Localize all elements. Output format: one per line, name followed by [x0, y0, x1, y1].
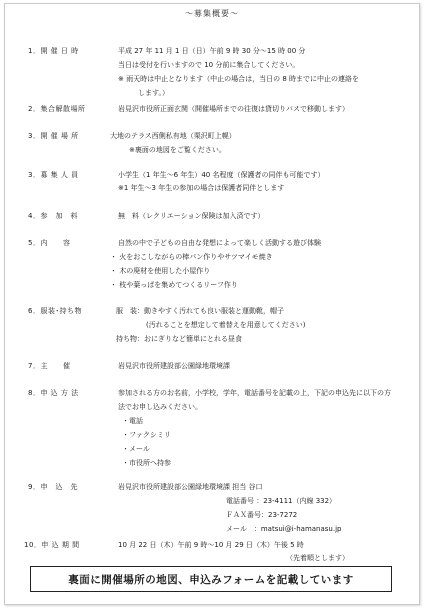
section-label-clothing: 6．服装･持ち物 — [28, 307, 82, 315]
section-label-meeting-place: 2．集合解散場所 — [28, 105, 86, 113]
clothing-text: 服 装：動きやすく汚れても良い服装と運動靴，帽子 — [116, 307, 284, 315]
section-label-application-period: 10．申 込 期 間 — [24, 541, 80, 549]
application-method-text-cont: 法でお申し込みください。 — [118, 403, 202, 411]
method-item: ・市役所へ持参 — [122, 459, 171, 467]
clothing-note: (汚れることを想定して着替えを用意してください) — [146, 321, 306, 329]
section-label-organizer: 7．主 催 — [28, 362, 71, 370]
schedule-rain-note: ※ 雨天時は中止となります（中止の場合は，当日の 8 時までに中止の連絡を — [118, 75, 359, 83]
method-item: ・電話 — [122, 417, 143, 425]
capacity-text: 小学生（1 年生～6 年生）40 名程度（保護者の同伴も可能です） — [118, 171, 325, 179]
contents-item: ・ 枝や葉っぱを集めてつくるリーフ作り — [110, 281, 238, 289]
section-label-capacity: 3．募 集 人 員 — [28, 171, 79, 179]
application-period-text: 10 月 22 日（木）午前 9 時～10 月 29 日（木）午後 5 時 — [118, 541, 304, 549]
section-label-application-method: 8．申 込 方 法 — [28, 389, 79, 397]
contents-item: ・ 木の廃材を使用した小屋作り — [110, 267, 211, 275]
section-label-venue: 3．開 催 場 所 — [28, 132, 79, 140]
document-page — [4, 3, 420, 605]
contact-phone: 電話番号 ：23-4111（内線 332） — [226, 497, 337, 505]
schedule-rain-note-cont: します。） — [138, 89, 169, 97]
footer-notice-box — [30, 566, 392, 592]
meeting-place-text: 岩見沢市役所正面玄関（開催場所までの往復は貸切りバスで移動します） — [118, 105, 349, 113]
section-label-contents: 5．内 容 — [28, 239, 71, 247]
section-label-fee: 4．参 加 料 — [28, 212, 78, 220]
contents-intro: 自然の中で子どもの自由な発想によって楽しく活動する遊び体験 — [118, 239, 321, 247]
capacity-note: ※1 年生～3 年生の参加の場合は保護者同伴とします — [118, 184, 285, 192]
section-label-schedule: 1．開 催 日 時 — [28, 47, 79, 55]
schedule-date: 平成 27 年 11 月 1 日（日）午前 9 時 30 分～15 時 00 分 — [118, 47, 306, 55]
page-title: ～募集概要～ — [185, 9, 239, 18]
venue-text: 大地のテラス西側私有地（栗沢町上幌） — [110, 132, 236, 140]
belongings-text: 持ち物：おにぎりなど簡単にとれる昼食 — [116, 335, 242, 343]
application-method-text: 参加される方のお名前，小学校，学年，電話番号を記載の上，下記の申込先に以下の方 — [118, 389, 391, 397]
organizer-text: 岩見沢市役所建設部公園緑地環境課 — [118, 362, 230, 370]
contents-item: ・ 火をおこしながらの棒パン作りやサツマイモ焼き — [110, 253, 273, 261]
schedule-reception: 当日は受付を行いますので 10 分前に集合してください。 — [118, 61, 300, 69]
footer-notice-text: 裏面に開催場所の地図、申込みフォームを記載しています — [68, 573, 354, 586]
contact-office: 岩見沢市役所建設部公園緑地環境課 担当 谷口 — [118, 483, 263, 491]
venue-map-note: ※裏面の地図をご覧ください。 — [129, 146, 226, 154]
method-item: ・メール — [122, 445, 150, 453]
application-period-note: （先着順とします） — [286, 554, 349, 562]
method-item: ・ファクシミリ — [122, 431, 171, 439]
contact-email: メール ：matsui@i-hamanasu.jp — [226, 525, 342, 533]
section-label-contact: 9．申 込 先 — [28, 483, 78, 491]
contact-fax: ＦＡＸ番号：23-7272 — [226, 511, 298, 519]
fee-text: 無 料（レクリエーション保険は加入済です） — [118, 212, 265, 220]
